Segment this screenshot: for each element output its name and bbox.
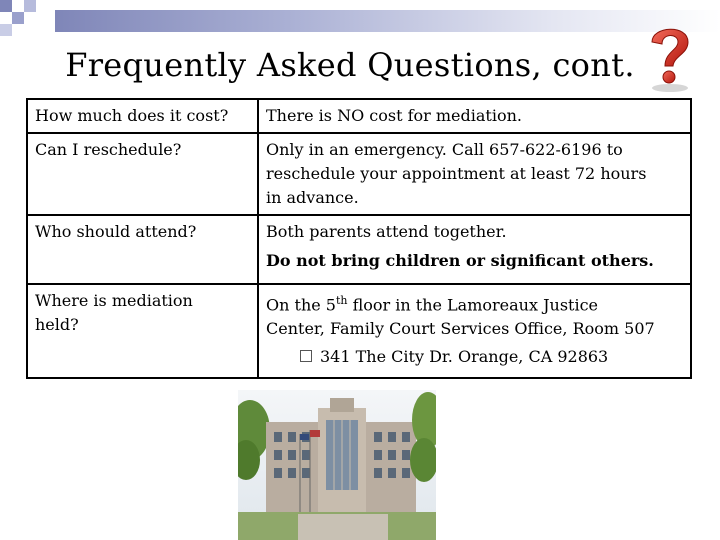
checkbox-bullet-icon [300,350,312,362]
answer-text: Only in an emergency. Call 657-622-6196 to [266,140,623,159]
answer-bold-text: Do not bring children or significant others. [266,251,654,270]
question-cell [27,284,258,378]
answer-text: Center, Family Court Services Office, Room 507 [266,319,655,339]
question-cell [27,215,258,284]
question-text: held? [35,315,79,334]
answer-cell [258,133,691,215]
answer-text: There is NO cost for mediation. [266,106,522,125]
courthouse-photo [238,390,436,540]
answer-cell [258,284,691,378]
question-mark-icon [640,20,700,94]
table-row [27,99,691,133]
question-cell [27,133,258,215]
faq-table [26,98,692,379]
address-text: 341 The City Dr. Orange, CA 92863 [320,347,609,367]
address-line [266,345,686,369]
answer-text: Both parents attend together. [266,222,507,241]
answer-cell [258,99,691,133]
question-text: Where is mediation [35,291,193,310]
question-text: Can I reschedule? [35,140,182,159]
answer-text [266,289,686,317]
corner-decoration [0,0,60,40]
ordinal-suffix: th [335,294,348,307]
answer-text: in advance. [266,188,359,207]
question-text: How much does it cost? [35,106,229,125]
table-row [27,284,691,378]
answer-text: reschedule your appointment at least 72 hours [266,164,647,183]
header-gradient-bar [55,10,720,32]
question-cell [27,99,258,133]
table-row [27,215,691,284]
answer-rest: floor in the Lamoreaux Justice [347,295,598,315]
question-text: Who should attend? [35,222,197,241]
slide-title: Frequently Asked Questions, cont. [65,46,635,84]
answer-cell [258,215,691,284]
answer-prefix: On the 5 [266,295,336,315]
table-row [27,133,691,215]
